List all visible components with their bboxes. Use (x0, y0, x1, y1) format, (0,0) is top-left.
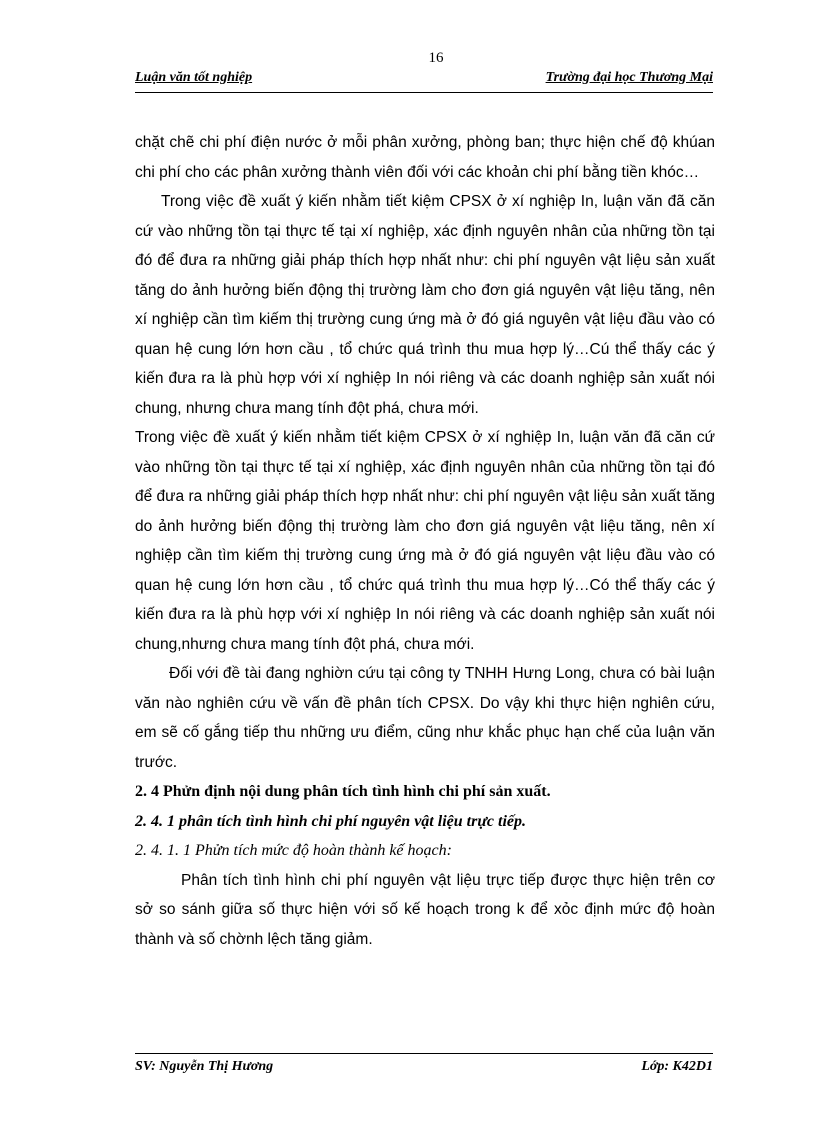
footer-class: Lớp: K42D1 (641, 1059, 713, 1074)
section-heading-2-4-1-1: 2. 4. 1. 1 Phửn tích mức độ hoàn thành kế hoạch: (135, 842, 452, 859)
header-university-name: Trường đại học Thương Mại (545, 70, 713, 85)
page-header (135, 70, 713, 93)
header-thesis-label: Luận văn tốt nghiệp (135, 70, 253, 85)
section-heading-2-4: 2. 4 Phửn định nội dung phân tích tình hình chi phí sản xuất. (135, 783, 551, 800)
page-number: 16 (428, 50, 444, 66)
page-footer (135, 1053, 713, 1080)
footer-student-name: SV: Nguyễn Thị Hương (135, 1059, 274, 1074)
page-body (135, 128, 715, 954)
paragraph-continued: chặt chẽ chi phí điện nước ở mỗi phân xưởng, phòng ban; thực hiện chế độ khúan chi phí cho các phân xưởng thành viên đối với các khoản chi phí bằng tiền khóc… (135, 134, 715, 181)
paragraph-research-topic: Đối với đề tài đang nghiờn cứu tại công ty TNHH Hưng Long, chưa có bài luận văn nào nghiên cứu về vấn đề phân tích CPSX. Do vậy khi thực hiện nghiên cứu, em sẽ cố gắng tiếp thu những ưu điểm, cũng như khắc phục hạn chế của luận văn trước. (135, 665, 715, 771)
paragraph-proposal-2: Trong việc đề xuất ý kiến nhằm tiết kiệm CPSX ở xí nghiệp In, luận văn đã căn cứ vào những tồn tại thực tế tại xí nghiệp, xác định nguyên nhân của những tồn tại đó để đưa ra những giải pháp thích hợp nhất như: chi phí nguyên vật liệu sản xuất tăng do ảnh hưởng biến động thị trường làm cho đơn giá nguyên vật liệu tăng, nên xí nghiệp cần tìm kiếm thị trường cung ứng mà ở đó giá nguyên vật liệu đầu vào có quan hệ cung lớn hơn cầu , tổ chức quá trình thu mua hợp lý…Có thể thấy các ý kiến đưa ra là phù hợp với xí nghiệp In nói riêng và các doanh nghiệp sản xuất nói chung,nhưng chưa mang tính đột phá, chưa mới. (135, 429, 715, 653)
paragraph-analysis: Phân tích tình hình chi phí nguyên vật liệu trực tiếp được thực hiện trên cơ sở so sánh giữa số thực hiện với số kế hoạch trong k để xỏc định mức độ hoàn thành và số chờnh lệch tăng giảm. (135, 871, 715, 948)
section-heading-2-4-1: 2. 4. 1 phân tích tình hình chi phí nguyên vật liệu trực tiếp. (135, 812, 526, 830)
paragraph-proposal-1: Trong việc đề xuất ý kiến nhằm tiết kiệm CPSX ở xí nghiệp In, luận văn đã căn cứ vào những tồn tại thực tế tại xí nghiệp, xác định nguyên nhân của những tồn tại đó để đưa ra những giải pháp thích hợp nhất như: chi phí nguyên vật liệu sản xuất tăng do ảnh hưởng biến động thị trường làm cho đơn giá nguyên vật liệu tăng, nên xí nghiệp cần tìm kiếm thị trường cung ứng mà ở đó giá nguyên vật liệu đầu vào có quan hệ cung lớn hơn cầu , tổ chức quá trình thu mua hợp lý…Cú thể thấy các ý kiến đưa ra là phù hợp với xí nghiệp In nói riêng và các doanh nghiệp sản xuất nói chung, nhưng chưa mang tính đột phá, chưa mới. (135, 193, 715, 417)
